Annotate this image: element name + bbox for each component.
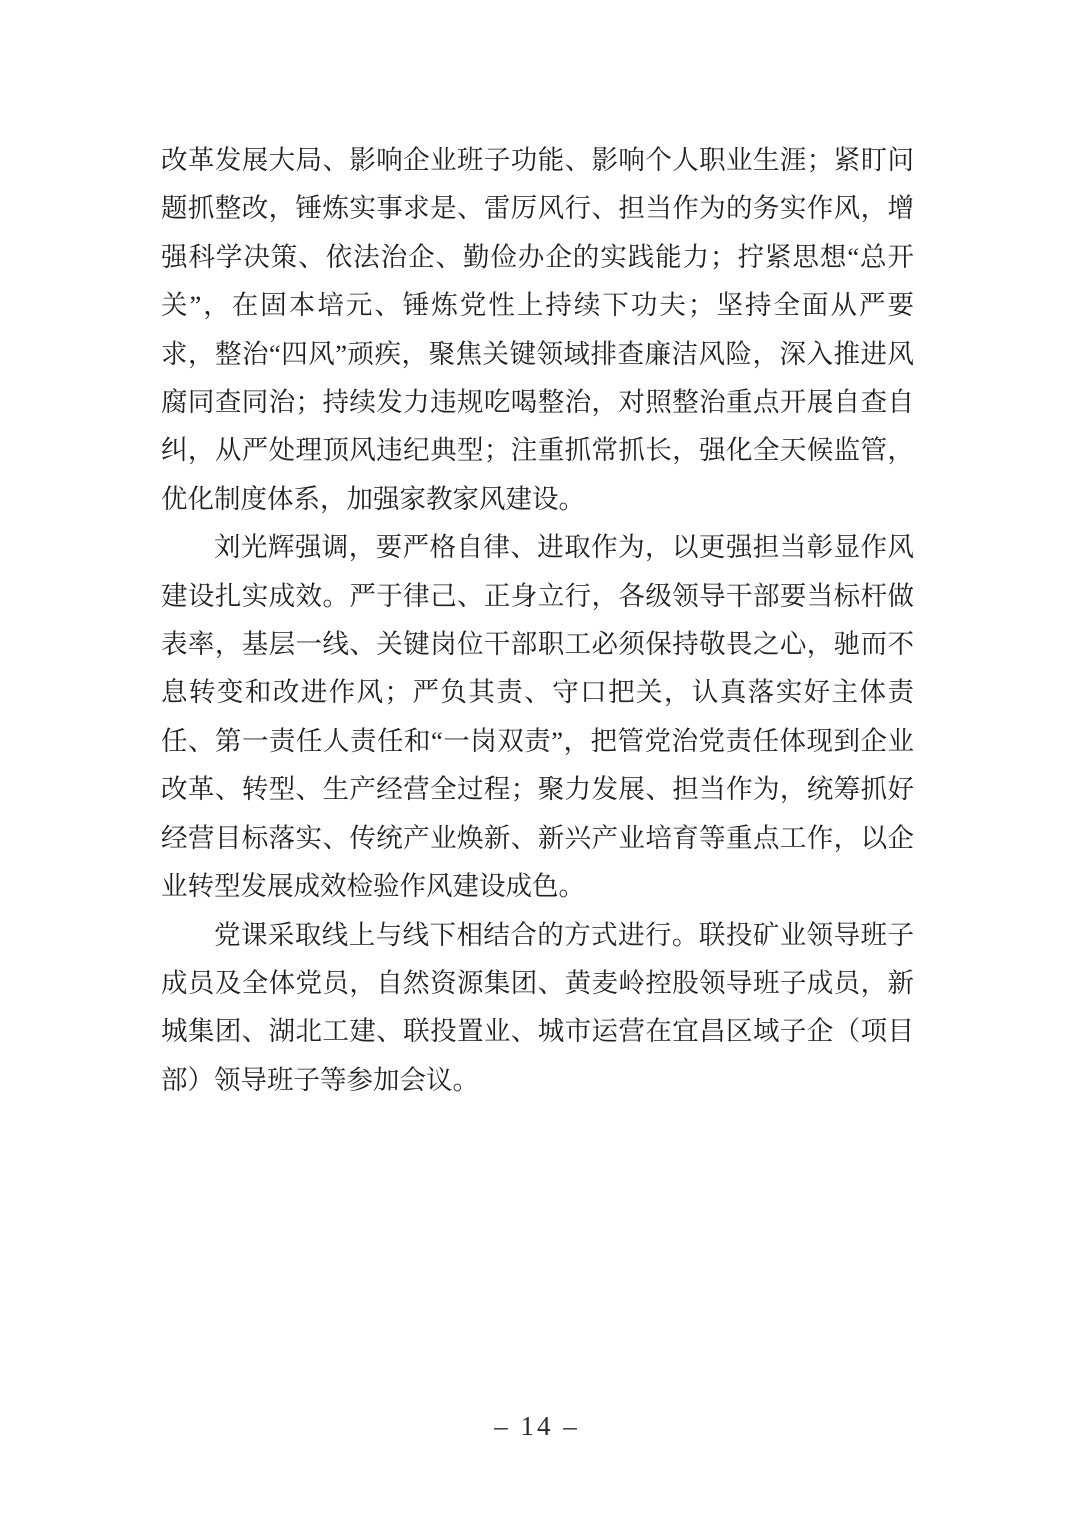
- page-number: – 14 –: [494, 1411, 580, 1441]
- body-paragraph-3: 党课采取线上与线下相结合的方式进行。联投矿业领导班子成员及全体党员，自然资源集团、黄麦岭控股领导班子成员，新城集团、湖北工建、联投置业、城市运营在宜昌区域子企（项目部）领导班子等参加会议。: [161, 919, 914, 1095]
- body-paragraph-2: 刘光辉强调，要严格自律、进取作为，以更强担当彰显作风建设扎实成效。严于律己、正身立行，各级领导干部要当标杆做表率，基层一线、关键岗位干部职工必须保持敬畏之心，驰而不息转变和改进作风；严负其责、守口把关，认真落实好主体责任、第一责任人责任和“一岗双责”，把管党治党责任体现到企业改革、转型、生产经营全过程；聚力发展、担当作为，统筹抓好经营目标落实、传统产业焕新、新兴产业培育等重点工作，以企业转型发展成效检验作风建设成色。: [161, 532, 914, 902]
- body-paragraph-1: 改革发展大局、影响企业班子功能、影响个人职业生涯；紧盯问题抓整改，锤炼实事求是、雷厉风行、担当作为的务实作风，增强科学决策、依法治企、勤俭办企的实践能力；拧紧思想“总开关”，在固本培元、锤炼党性上持续下功夫；坚持全面从严要求，整治“四风”顽疾，聚焦关键领域排查廉洁风险，深入推进风腐同查同治；持续发力违规吃喝整治，对照整治重点开展自查自纠，从严处理顶风违纪典型；注重抓常抓长，强化全天候监管，优化制度体系，加强家教家风建设。: [161, 145, 914, 514]
- document-body: [161, 136, 914, 1104]
